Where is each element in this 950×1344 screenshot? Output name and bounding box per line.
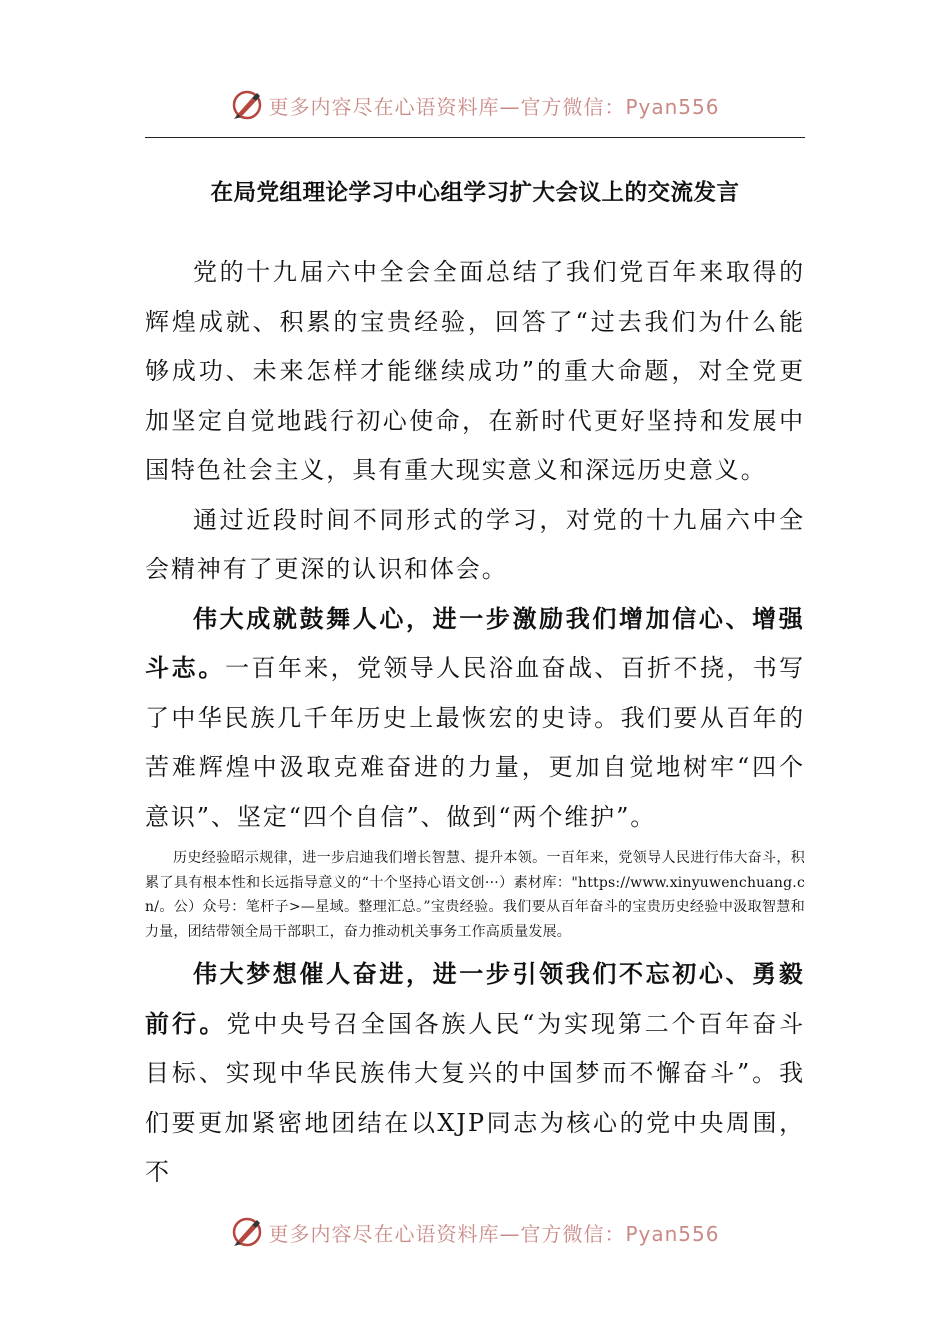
document-title: 在局党组理论学习中心组学习扩大会议上的交流发言: [210, 180, 740, 206]
paragraph-final: [145, 950, 805, 1198]
watermark-text: 更多内容尽在心语资料库—官方微信：Pyan556: [268, 1221, 720, 1246]
header-watermark: [0, 85, 950, 125]
small-paragraph: 历史经验昭示规律，进一步启迪我们增长智慧、提升本领。一百年来，党领导人民进行伟大奋斗，积累了具有根本性和长远指导意义的“十个坚持心语文创···）素材库："https://www.xinyuwenchuang.cn/。公）众号：笔杆子>—星域。整理汇总。”宝贵经验。我们要从百年奋斗的宝贵历史经验中汲取智慧和力量，团结带领全局干部职工，奋力推动机关事务工作高质量发展。: [145, 850, 805, 940]
pen-logo-icon: [230, 88, 264, 122]
paragraph-3: [145, 595, 805, 843]
paragraph-2-text: 通过近段时间不同形式的学习，对党的十九届六中全会精神有了更深的认识和体会。: [145, 505, 805, 583]
paragraph-final-text: 党中央号召全国各族人民“为实现第二个百年奋斗目标、实现中华民族伟大复兴的中国梦而不懈奋斗”。我们要更加紧密地团结在以XJP同志为核心的党中央周围，不: [145, 1009, 805, 1186]
paragraph-2: [145, 496, 805, 595]
watermark-text: 更多内容尽在心语资料库—官方微信：Pyan556: [268, 94, 720, 119]
footer-watermark: [0, 1212, 950, 1252]
paragraph-1-text: 党的十九届六中全会全面总结了我们党百年来取得的辉煌成就、积累的宝贵经验，回答了“过去我们为什么能够成功、未来怎样才能继续成功”的重大命题，对全党更加坚定自觉地践行初心使命，在新时代更好坚持和发展中国特色社会主义，具有重大现实意义和深远历史意义。: [145, 258, 805, 484]
paragraph-1: [145, 248, 805, 496]
paragraph-final-heading: 伟大梦想催人奋进，进一步引领我们不忘初心、勇毅前行。: [145, 960, 805, 1038]
header-divider: [145, 137, 805, 138]
pen-logo-icon: [230, 1215, 264, 1249]
paragraph-3-text: 一百年来，党领导人民浴血奋战、百折不挠，书写了中华民族几千年历史上最恢宏的史诗。我们要从百年的苦难辉煌中汲取克难奋进的力量，更加自觉地树牢“四个意识”、坚定“四个自信”、做到“两个维护”。: [145, 654, 805, 831]
document-body: [145, 248, 805, 1198]
paragraph-3-heading: 伟大成就鼓舞人心，进一步激励我们增加信心、增强斗志。: [145, 604, 805, 682]
